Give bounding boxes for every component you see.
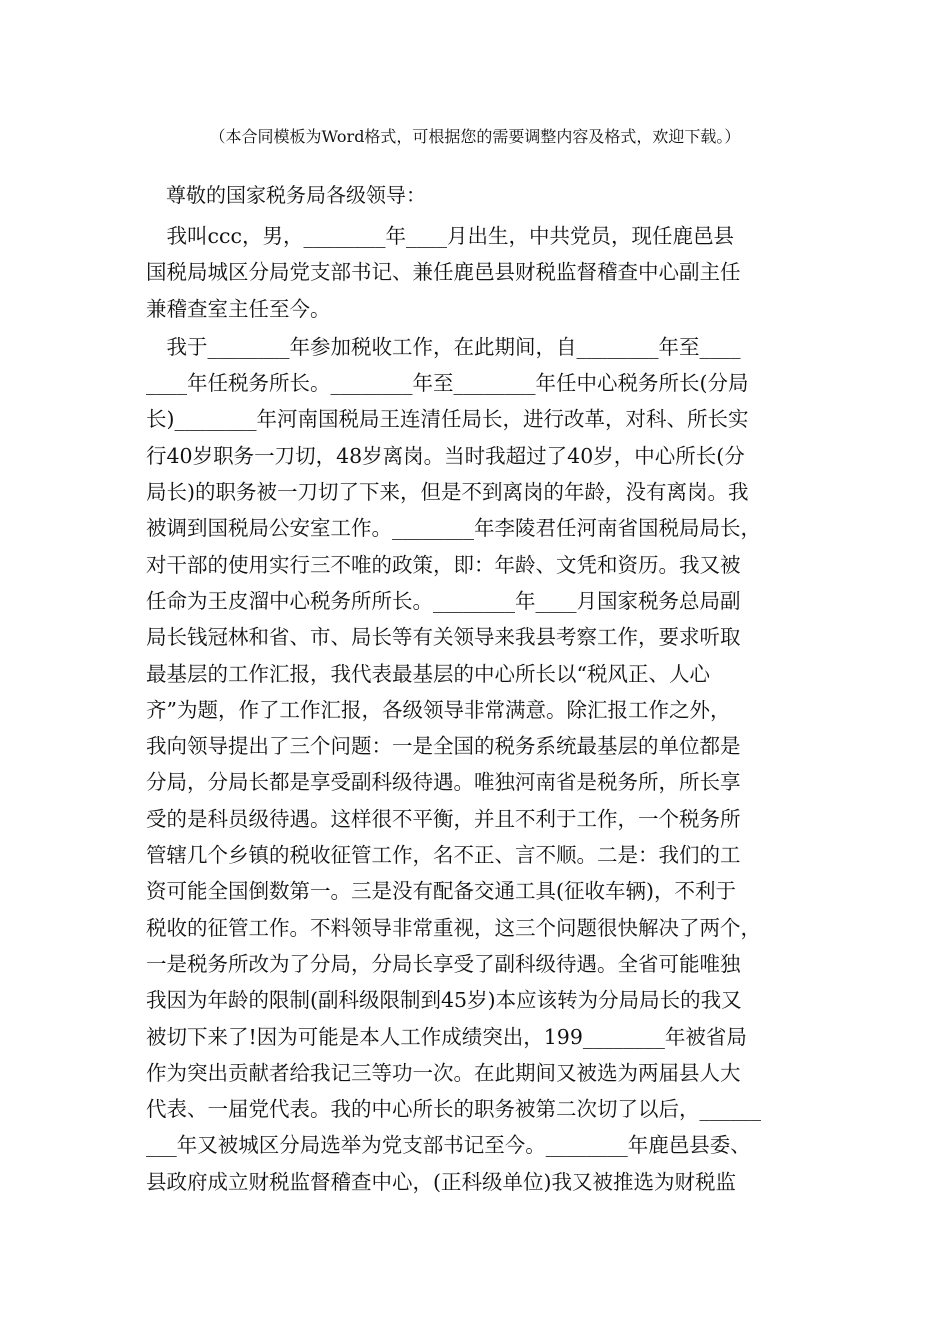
template-note: （本合同模板为Word格式，可根据您的需要调整内容及格式，欢迎下载。） [209, 127, 741, 146]
paragraph-line: ____年任税务所长。________年至________年任中心税务所长(分局 [146, 371, 749, 396]
paragraph-line: 我因为年龄的限制(副科级限制到45岁)本应该转为分局局长的我又 [146, 988, 742, 1013]
paragraph-line: 局长钱冠林和省、市、局长等有关领导来我县考察工作，要求听取 [146, 625, 741, 650]
paragraph-line: 国税局城区分局党支部书记、兼任鹿邑县财税监督稽查中心副主任 [146, 260, 741, 285]
paragraph-line: 管辖几个乡镇的税收征管工作，名不正、言不顺。二是：我们的工 [146, 843, 741, 868]
paragraph [146, 329, 806, 1200]
paragraph-line: 对干部的使用实行三不唯的政策，即：年龄、文凭和资历。我又被 [146, 552, 741, 577]
paragraph [146, 218, 806, 327]
paragraph-line: 最基层的工作汇报，我代表最基层的中心所长以“税风正、人心 [146, 661, 710, 686]
paragraph-line: 县政府成立财税监督稽查中心，(正科级单位)我又被推选为财税监 [146, 1169, 736, 1194]
paragraph-line: 局长)的职务被一刀切了下来，但是不到离岗的年龄，没有离岗。我 [146, 480, 749, 505]
letter-body [146, 218, 806, 1202]
salutation: 尊敬的国家税务局各级领导： [166, 183, 426, 207]
paragraph-line: 代表、一届党代表。我的中心所长的职务被第二次切了以后，______ [146, 1097, 761, 1122]
paragraph-line: 长)________年河南国税局王连清任局长，进行改革，对科、所长实 [146, 407, 749, 432]
paragraph-line: ___年又被城区分局选举为党支部书记至今。________年鹿邑县委、 [146, 1133, 751, 1158]
paragraph-line: 一是税务所改为了分局，分局长享受了副科级待遇。全省可能唯独 [146, 951, 741, 976]
paragraph-line: 资可能全国倒数第一。三是没有配备交通工具(征收车辆)，不利于 [146, 879, 736, 904]
paragraph-line: 作为突出贡献者给我记三等功一次。在此期间又被选为两届县人大 [146, 1060, 741, 1085]
paragraph-line: 税收的征管工作。不料领导非常重视，这三个问题很快解决了两个， [146, 915, 761, 940]
paragraph-line: 我向领导提出了三个问题：一是全国的税务系统最基层的单位都是 [146, 734, 741, 759]
paragraph-line: 我叫ccc，男，________年____月出生，中共党员，现任鹿邑县 [146, 224, 734, 248]
paragraph-line: 任命为王皮溜中心税务所所长。________年____月国家税务总局副 [146, 588, 741, 613]
paragraph-line: 被切下来了!因为可能是本人工作成绩突出，199________年被省局 [146, 1024, 747, 1049]
paragraph-line: 受的是科员级待遇。这样很不平衡，并且不利于工作，一个税务所 [146, 806, 741, 831]
paragraph-line: 行40岁职务一刀切，48岁离岗。当时我超过了40岁，中心所长(分 [146, 443, 745, 468]
paragraph-line: 齐”为题，作了工作汇报，各级领导非常满意。除汇报工作之外， [146, 697, 731, 722]
paragraph-line: 分局，分局长都是享受副科级待遇。唯独河南省是税务所，所长享 [146, 770, 741, 795]
paragraph-line: 兼稽查室主任至今。 [146, 296, 331, 321]
paragraph-line: 我于________年参加税收工作，在此期间，自________年至____ [146, 334, 741, 359]
paragraph-line: 被调到国税局公安室工作。________年李陵君任河南省国税局局长， [146, 516, 761, 541]
